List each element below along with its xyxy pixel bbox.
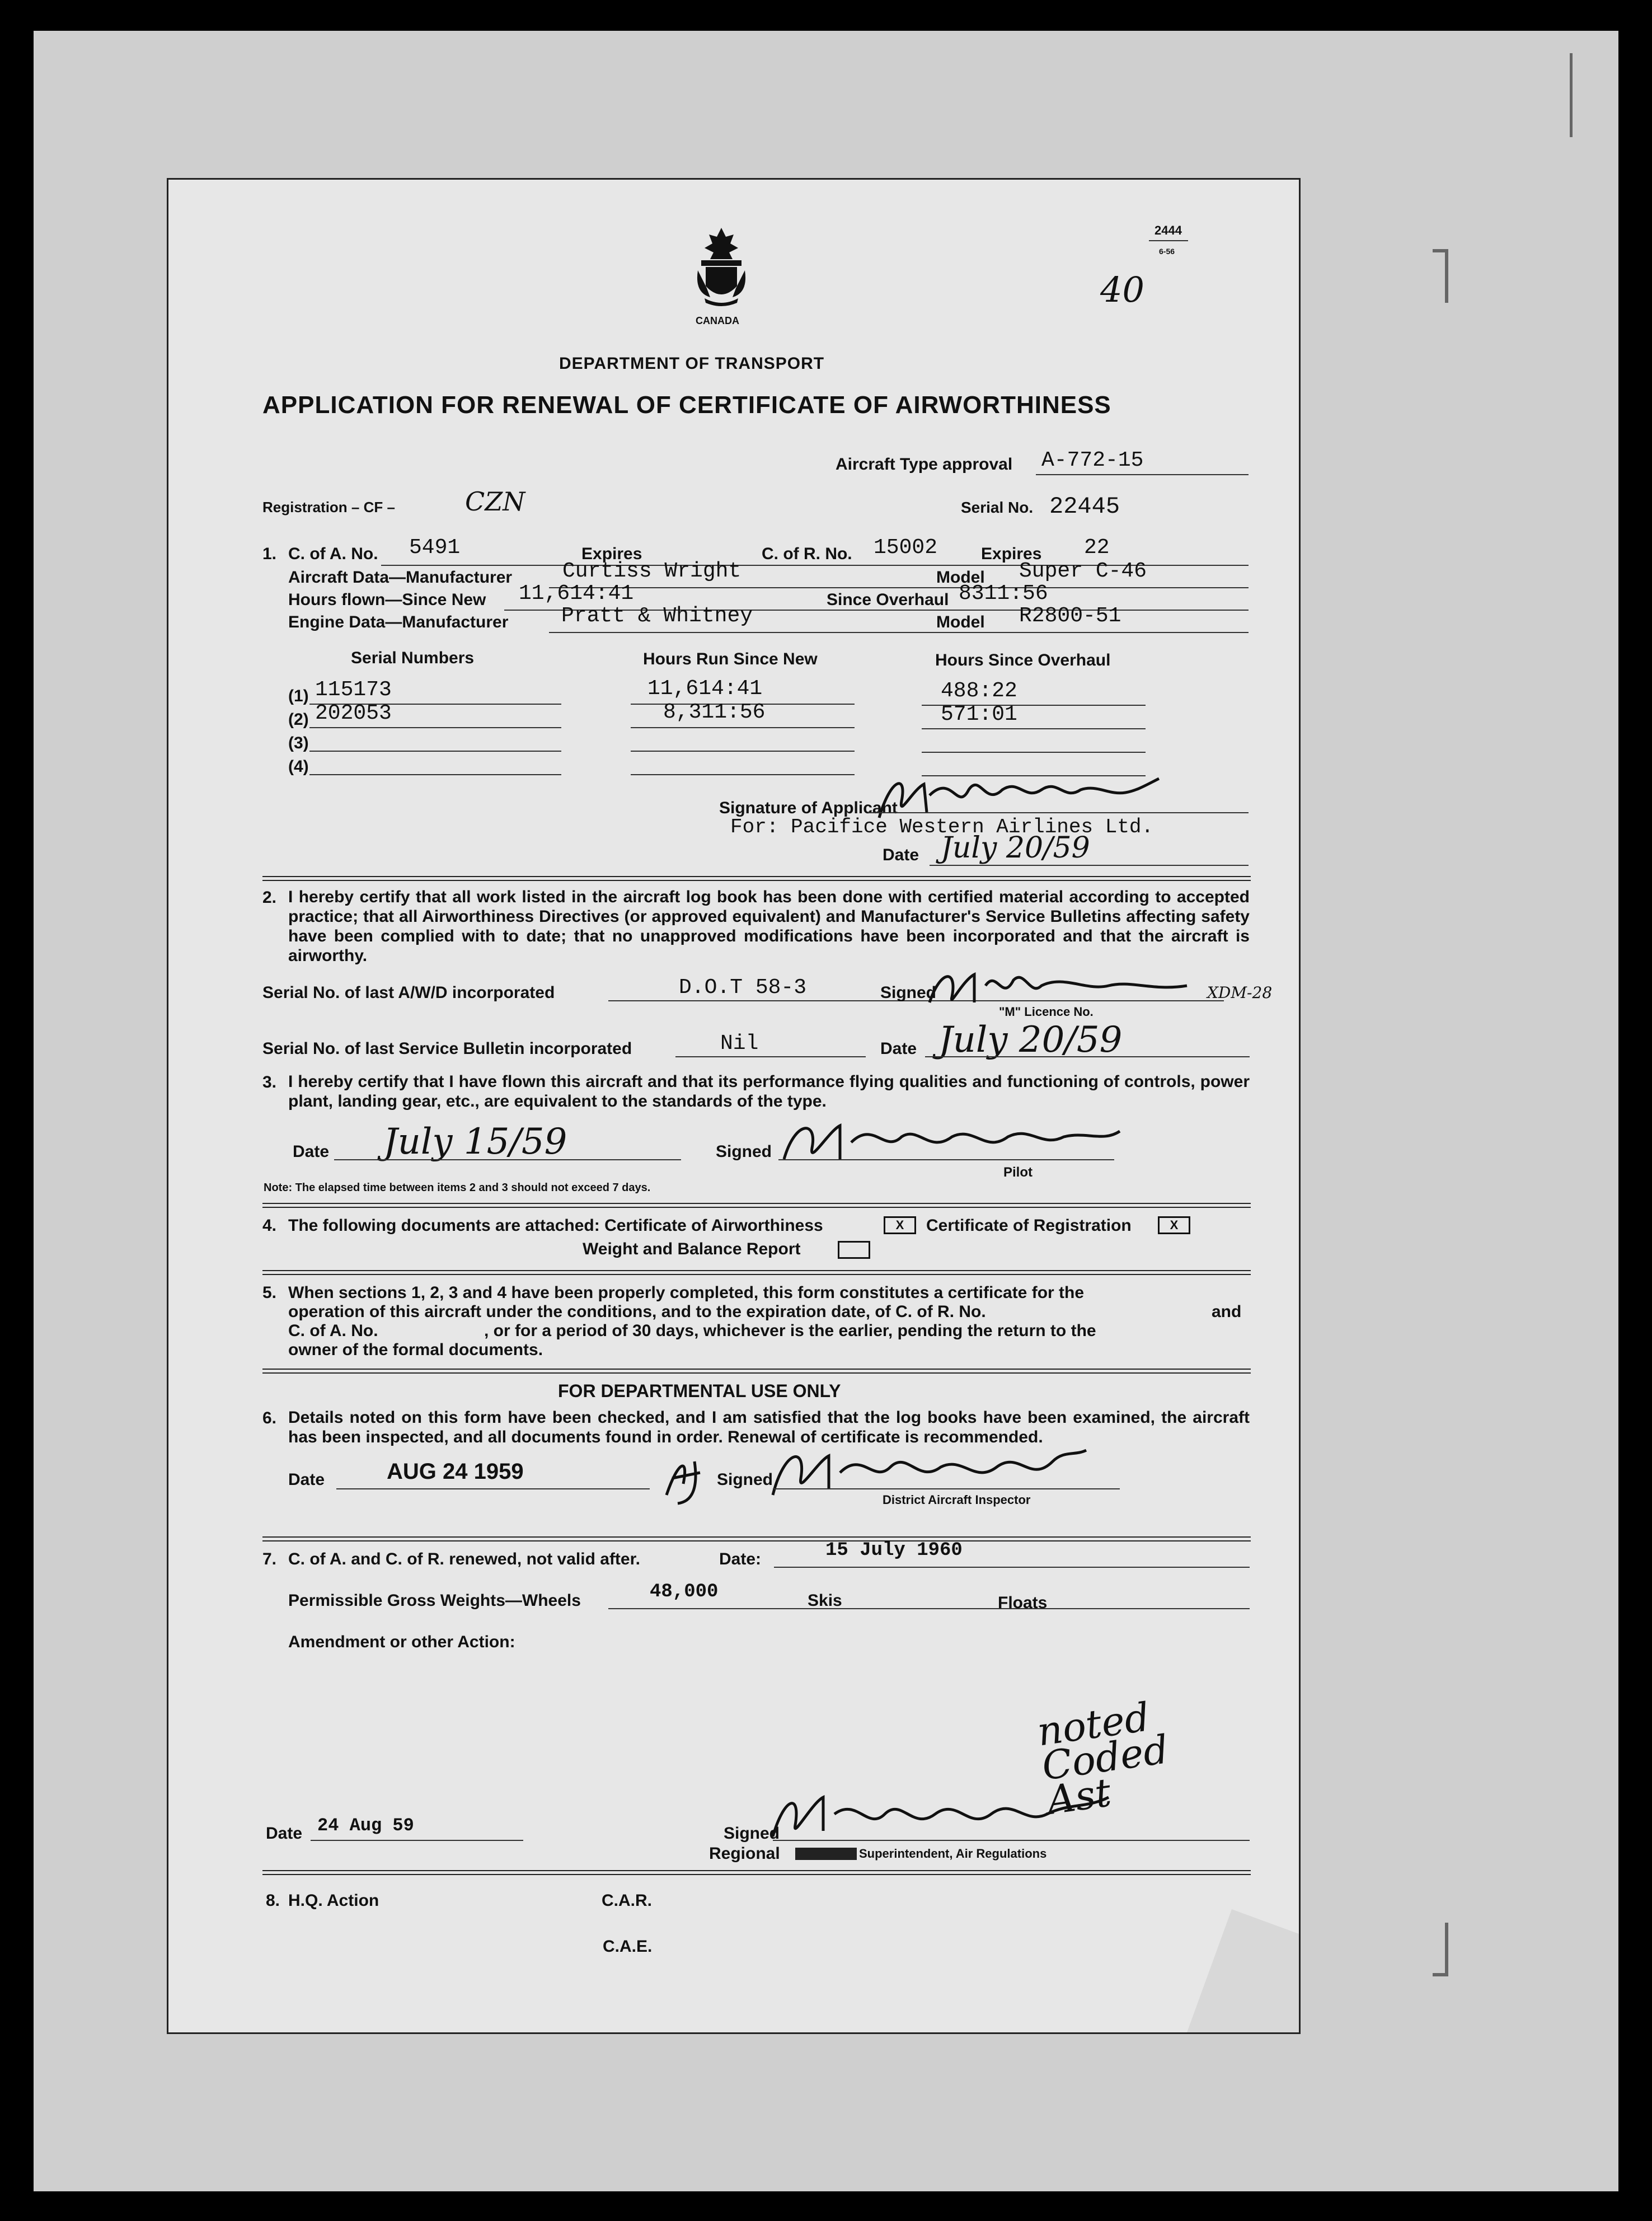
expires-label: Expires — [581, 545, 642, 563]
hours-label: Hours flown—Since New — [288, 591, 486, 609]
regional-date-label: Date — [266, 1824, 303, 1843]
section1-rule2 — [549, 587, 1249, 588]
engine-row-rule — [309, 751, 561, 752]
sb-value: Nil — [720, 1032, 759, 1056]
engine-serial: 115173 — [315, 678, 392, 702]
form-date: 6-56 — [1159, 247, 1175, 256]
overhaul-value: 8311:56 — [959, 582, 1048, 606]
section-divider — [262, 1369, 1251, 1370]
department-name: DEPARTMENT OF TRANSPORT — [559, 354, 825, 373]
sb-date-rule — [925, 1056, 1250, 1057]
applicant-signature-rule — [868, 812, 1249, 813]
renewed-date-label: Date: — [719, 1550, 762, 1568]
cr-attached-checkbox[interactable]: X — [1158, 1216, 1190, 1234]
engine-row-rule — [922, 752, 1146, 753]
superintendent-label: Superintendent, Air Regulations — [859, 1847, 1047, 1861]
edge-mark-right — [1570, 53, 1573, 137]
engine-row-num: (1) — [288, 687, 309, 705]
canada-crest-icon — [693, 226, 749, 310]
inspection-date-rule — [336, 1488, 650, 1489]
form-code-rule — [1149, 240, 1188, 241]
cr-attached-label: Certificate of Registration — [926, 1216, 1132, 1235]
form-sheet — [167, 178, 1301, 2034]
engine-row-rule — [309, 727, 561, 728]
section4-num: 4. — [262, 1216, 277, 1235]
section1-rule4 — [549, 632, 1249, 633]
engine-row-rule — [631, 751, 855, 752]
cr-label: C. of R. No. — [762, 545, 852, 563]
regional-signed-label: Signed — [724, 1824, 780, 1843]
section-divider — [262, 1203, 1251, 1204]
form-title: APPLICATION FOR RENEWAL OF CERTIFICATE OF AIRWORTHINESS — [262, 391, 1111, 419]
sb-date-label: Date — [880, 1039, 917, 1058]
crop-mark-bottom-right — [1433, 1923, 1448, 1976]
col-hours-overhaul-header: Hours Since Overhaul — [935, 651, 1111, 669]
ca-label: C. of A. No. — [288, 545, 378, 563]
model-label: Model — [936, 568, 985, 587]
engine-row-rule — [631, 727, 855, 728]
engine-hours-overhaul: 488:22 — [941, 679, 1017, 703]
engine-row-rule — [631, 774, 855, 775]
section2-text: I hereby certify that all work listed in the aircraft log book has been done with certified material according to accepted practice; that all Airworthiness Directives (or approved equivalent) and Manufacturer's Service Bulletins affecting safety have been complied with to date; that no unapproved modifications have been incorporated and that the aircraft is airworthy. — [288, 888, 1250, 965]
registration-label: Registration – CF – — [262, 499, 395, 516]
section5-line3b: , or for a period of 30 days, whichever is the earlier, pending the return to the — [484, 1322, 1096, 1340]
licence-label: "M" Licence No. — [999, 1005, 1093, 1019]
page-number: 40 — [1100, 269, 1144, 310]
type-approval-label: Aircraft Type approval — [836, 455, 1013, 474]
expires2-label: Expires — [981, 545, 1042, 563]
inspection-date-label: Date — [288, 1470, 325, 1489]
pilot-signed-label: Signed — [716, 1142, 772, 1161]
col-hours-new-header: Hours Run Since New — [643, 650, 818, 668]
regional-label: Regional — [709, 1844, 780, 1863]
redaction-block — [795, 1848, 857, 1860]
col-serial-header: Serial Numbers — [351, 649, 475, 667]
applicant-date-rule — [930, 865, 1249, 866]
wb-attached-checkbox[interactable] — [838, 1241, 870, 1259]
renewed-date-rule — [774, 1567, 1250, 1568]
ca-attached-checkbox[interactable]: X — [884, 1216, 916, 1234]
section3-note: Note: The elapsed time between items 2 and 3 should not exceed 7 days. — [264, 1182, 651, 1194]
section5-line2a: operation of this aircraft under the conditions, and to the expiration date, of C. of R. No. — [288, 1302, 986, 1321]
engine-model-value: R2800-51 — [1019, 604, 1121, 628]
folded-corner — [1187, 1909, 1299, 2032]
regional-date-value: 24 Aug 59 — [317, 1815, 414, 1836]
section-divider — [262, 1270, 1251, 1271]
floats-label: Floats — [998, 1594, 1048, 1612]
cae-label: C.A.E. — [603, 1937, 653, 1956]
manufacturer-label: Aircraft Data—Manufacturer — [288, 568, 513, 587]
section-divider — [262, 1536, 1251, 1538]
section8-num: 8. — [266, 1891, 280, 1910]
renewed-date-value: 15 July 1960 — [825, 1540, 963, 1561]
weights-label: Permissible Gross Weights—Wheels — [288, 1591, 581, 1610]
licence-value: XDM-28 — [1207, 983, 1273, 1002]
section6-num: 6. — [262, 1409, 277, 1427]
flight-date-rule — [334, 1159, 681, 1160]
inspector-signed-label: Signed — [717, 1470, 773, 1489]
applicant-company: For: Pacifice Western Airlines Ltd. — [730, 816, 1154, 838]
wheels-value: 48,000 — [650, 1581, 719, 1603]
expires2-value: 22 — [1084, 536, 1110, 560]
departmental-header: FOR DEPARTMENTAL USE ONLY — [558, 1381, 841, 1401]
amendment-label: Amendment or other Action: — [288, 1633, 515, 1651]
section6-text: Details noted on this form have been checked, and I am satisfied that the log books have been examined, the aircraft has been inspected, and all documents found in order. Renewal of certificate is recommended. — [288, 1408, 1250, 1446]
awd-signed-label: Signed — [880, 983, 937, 1002]
engine-hours-new: 11,614:41 — [647, 677, 763, 701]
renewed-label: C. of A. and C. of R. renewed, not valid after. — [288, 1550, 640, 1568]
pilot-signature-rule — [778, 1159, 1114, 1160]
section7-num: 7. — [262, 1550, 277, 1568]
section5-line2b: and — [1212, 1302, 1242, 1321]
handwritten-note: noted Coded Ast — [1034, 1694, 1171, 1824]
regional-date-rule — [311, 1840, 523, 1841]
inspection-date-stamp: AUG 24 1959 — [387, 1459, 524, 1484]
engine-value: Pratt & Whitney — [561, 604, 753, 628]
inspector-label: District Aircraft Inspector — [883, 1493, 1031, 1507]
engine-hours-new: 8,311:56 — [663, 700, 766, 724]
pilot-signature — [773, 1114, 1131, 1170]
applicant-date-value: July 20/59 — [941, 831, 1090, 865]
section5-line1: When sections 1, 2, 3 and 4 have been properly completed, this form constitutes a certificate for the — [288, 1283, 1085, 1302]
engine-label: Engine Data—Manufacturer — [288, 613, 509, 631]
superintendent-signature — [762, 1786, 1120, 1842]
superintendent-signature-rule — [773, 1840, 1250, 1841]
section5-line3a: C. of A. No. — [288, 1322, 378, 1340]
model-value: Super C-46 — [1019, 559, 1147, 583]
section1-num: 1. — [262, 545, 277, 563]
engine-row-num: (4) — [288, 757, 309, 776]
hq-action-label: H.Q. Action — [288, 1891, 379, 1910]
hours-value: 11,614:41 — [519, 582, 634, 606]
inspector-signature-rule — [773, 1488, 1120, 1489]
serial-value: 22445 — [1049, 493, 1120, 520]
section-divider — [262, 1870, 1251, 1871]
engine-hours-overhaul: 571:01 — [941, 702, 1017, 727]
manufacturer-value: Curtiss Wright — [562, 559, 741, 583]
section3-text: I hereby certify that I have flown this aircraft and that its performance flying qualities and functioning of controls, power plant, landing gear, etc., are equivalent to the standards of the type. — [288, 1072, 1250, 1110]
ca-value: 5491 — [409, 536, 461, 560]
registration-value: CZN — [465, 486, 525, 517]
section-divider — [262, 876, 1251, 877]
flight-date-label: Date — [293, 1142, 330, 1161]
awd-label: Serial No. of last A/W/D incorporated — [262, 983, 555, 1002]
weights-rule — [608, 1608, 1250, 1609]
pilot-label: Pilot — [1003, 1165, 1032, 1180]
engine-row-num: (2) — [288, 710, 309, 729]
crest-label: CANADA — [696, 315, 739, 326]
section4-text: The following documents are attached: Certificate of Airworthiness — [288, 1216, 823, 1235]
overhaul-label: Since Overhaul — [827, 591, 949, 609]
form-code: 2444 — [1154, 223, 1182, 237]
car-label: C.A.R. — [602, 1891, 652, 1910]
engine-serial: 202053 — [315, 701, 392, 725]
flight-date-value: July 15/59 — [383, 1121, 567, 1163]
type-approval-value: A-772-15 — [1041, 448, 1144, 472]
section3-num: 3. — [262, 1073, 277, 1091]
skis-label: Skis — [808, 1591, 842, 1610]
engine-row-num: (3) — [288, 734, 309, 752]
crop-mark-top-right — [1433, 249, 1448, 303]
section5-line4: owner of the formal documents. — [288, 1341, 543, 1359]
engine-model-label: Model — [936, 613, 985, 631]
applicant-date-label: Date — [883, 846, 919, 864]
applicant-signature-label: Signature of Applicant — [719, 799, 898, 817]
section5-num: 5. — [262, 1283, 277, 1302]
section2-num: 2. — [262, 888, 277, 907]
wb-attached-label: Weight and Balance Report — [583, 1240, 801, 1258]
type-approval-rule — [1036, 474, 1249, 475]
awd-value: D.O.T 58-3 — [679, 976, 807, 1000]
cr-value: 15002 — [874, 536, 938, 560]
sb-date-value: July 20/59 — [938, 1019, 1123, 1061]
sb-rule — [675, 1056, 866, 1057]
sb-label: Serial No. of last Service Bulletin incorporated — [262, 1039, 632, 1058]
engine-row-rule — [922, 728, 1146, 729]
serial-label: Serial No. — [961, 499, 1034, 516]
engine-row-rule — [309, 774, 561, 775]
